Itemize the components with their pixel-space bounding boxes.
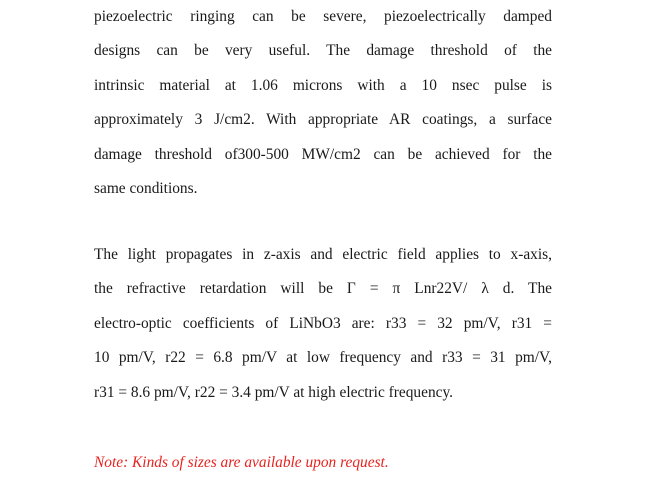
text-line: electro-optic coefficients of LiNbO3 are: r33 = 32 pm/V, r31 = <box>94 314 552 332</box>
text-line: r31 = 8.6 pm/V, r22 = 3.4 pm/V at high electric frequency. <box>94 383 454 401</box>
text-line: intrinsic material at 1.06 microns with a 10 nsec pulse is <box>94 76 552 94</box>
text-line: 10 pm/V, r22 = 6.8 pm/V at low frequency and r33 = 31 pm/V, <box>94 349 552 367</box>
text-line: piezoelectric ringing can be severe, piezoelectrically damped <box>94 8 552 25</box>
text-line: The light propagates in z-axis and electric field applies to x-axis, <box>94 246 552 263</box>
text-line: same conditions. <box>94 179 198 197</box>
paragraph-electro-optic <box>94 238 552 410</box>
text-line: designs can be very useful. The damage threshold of the <box>94 42 552 60</box>
availability-note: Note: Kinds of sizes are available upon request. <box>94 454 389 471</box>
text-line: the refractive retardation will be Γ = π Lnr22V/ λ d. The <box>94 280 552 298</box>
paragraph-damage-threshold <box>94 0 552 206</box>
text-line: approximately 3 J/cm2. With appropriate AR coatings, a surface <box>94 111 552 129</box>
text-line: damage threshold of300-500 MW/cm2 can be achieved for the <box>94 145 552 163</box>
